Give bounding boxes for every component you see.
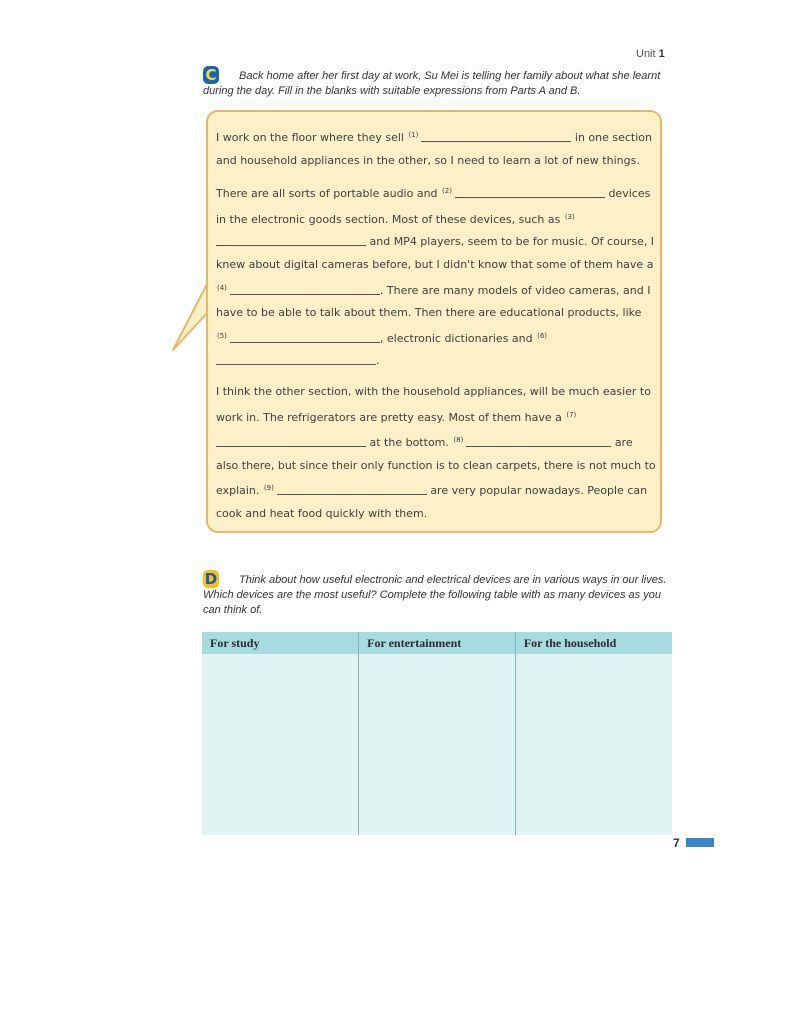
blank-6[interactable] bbox=[216, 352, 376, 365]
blank-number-4: (4) bbox=[217, 283, 227, 292]
section-d-instruction: Think about how useful electronic and electrical devices are in various ways in our lives. Which devices are the most useful? Complete the following table with as many devices as you can think of. bbox=[203, 574, 667, 616]
blank-7[interactable] bbox=[216, 434, 366, 447]
fill-in-passage bbox=[216, 124, 656, 534]
header-for-entertainment: For entertainment bbox=[359, 632, 516, 654]
passage-paragraph-3: I think the other section, with the household appliances, will be much easier to work in. The refrigerators are pretty easy. Most of them have a $^{(7)}$ at the bottom. $^{(8)}$ are also there, but since their only function is to clean carpets, there is not much to explain. $^{(9)}$ are very popular nowadays. People can cook and heat food quickly with them. bbox=[216, 384, 656, 520]
header-for-study: For study bbox=[202, 632, 359, 654]
blank-4[interactable] bbox=[230, 282, 380, 295]
devices-table bbox=[202, 632, 672, 835]
section-c-badge: C bbox=[203, 66, 219, 84]
unit-word: Unit bbox=[636, 48, 656, 60]
blank-3[interactable] bbox=[216, 233, 366, 246]
section-c-instruction: Back home after her first day at work, Su Mei is telling her family about what she learnt during the day. Fill in the blanks with suitable expressions from Parts A and B. bbox=[203, 70, 661, 97]
blank-number-7: (7) bbox=[566, 410, 577, 419]
blank-2[interactable] bbox=[455, 185, 605, 198]
blank-number-8: (8) bbox=[453, 436, 464, 445]
unit-number: 1 bbox=[658, 48, 665, 60]
passage-paragraph-2: There are all sorts of portable audio and $^{(2)}$ devices in the electronic goods section. Most of these devices, such as $^{(3)}$ and MP4 players, seem to be for music. Of course, I knew about digital cameras before, but I didn't know that some of them have a $^{(4)}$ . There are many models of video cameras, and I have to be able to talk about them. Then there are educational products, like $^{(5)}$ , electronic dictionaries and $^{(6)}$. bbox=[216, 187, 655, 368]
blank-number-6: (6) bbox=[537, 331, 548, 340]
blank-8[interactable] bbox=[466, 434, 611, 447]
blank-9[interactable] bbox=[277, 482, 427, 495]
blank-number-1: (1) bbox=[408, 131, 419, 139]
header-for-household: For the household bbox=[515, 632, 672, 654]
table-row bbox=[202, 654, 672, 835]
cell-for-study[interactable] bbox=[202, 654, 359, 835]
blank-5[interactable] bbox=[230, 330, 380, 343]
section-d-badge: D bbox=[204, 570, 218, 588]
page-number: 7 bbox=[673, 836, 680, 850]
blank-number-9: (9) bbox=[263, 484, 274, 493]
cell-for-entertainment[interactable] bbox=[359, 654, 516, 835]
page-number-bar bbox=[686, 838, 714, 847]
blank-1[interactable] bbox=[421, 129, 571, 142]
table-header-row bbox=[202, 632, 672, 654]
cell-for-household[interactable] bbox=[515, 654, 672, 835]
blank-number-2: (2) bbox=[442, 187, 452, 196]
blank-number-3: (3) bbox=[564, 212, 575, 221]
unit-label bbox=[636, 48, 665, 60]
blank-number-5: (5) bbox=[217, 331, 227, 340]
passage-paragraph-1: I work on the floor where they sell $^{(1)}$ in one section and household appliances in the other, so I need to learn a lot of new things. bbox=[216, 131, 652, 167]
